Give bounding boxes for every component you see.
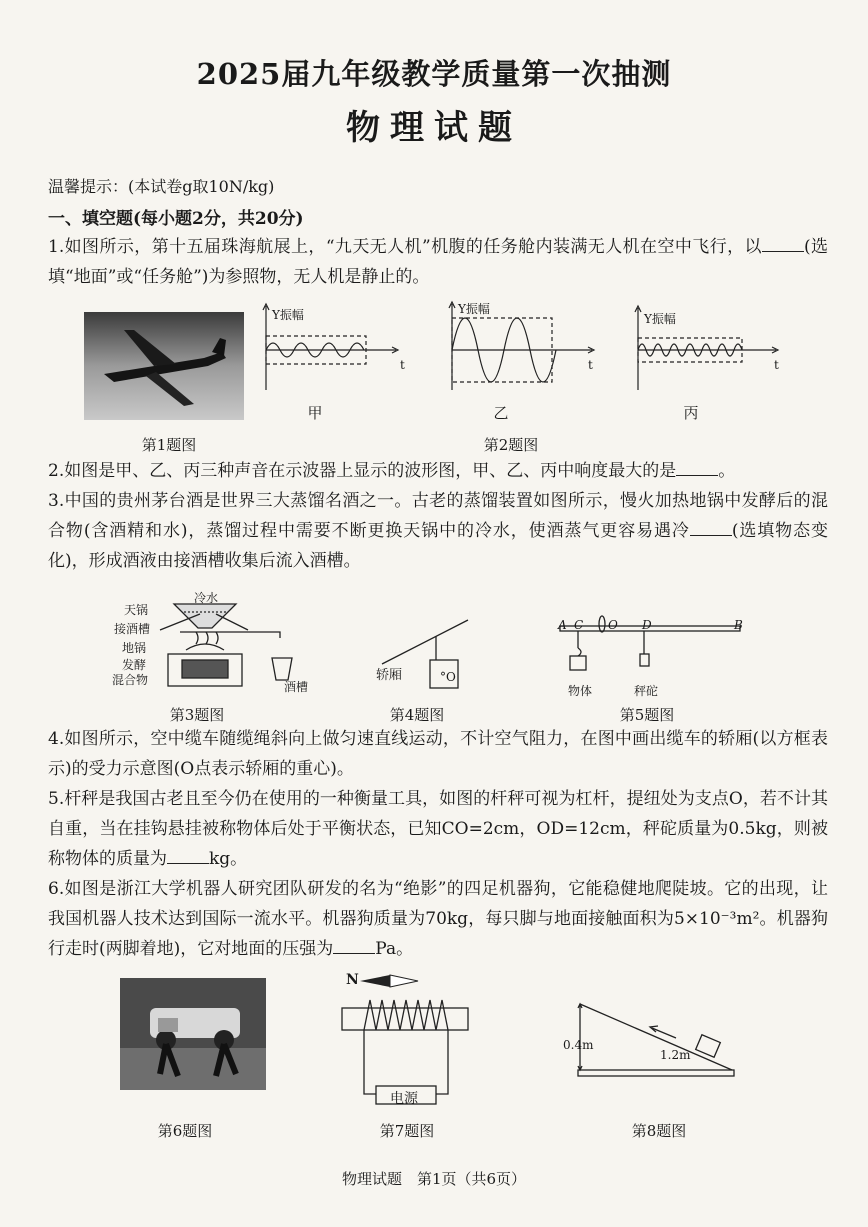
lever-weight-label: 秤砣 bbox=[634, 684, 659, 698]
question-6 bbox=[48, 874, 828, 964]
section-heading: 一、填空题(每小题2分，共20分) bbox=[48, 209, 304, 229]
wave-bing-label: 丙 bbox=[683, 404, 699, 422]
warm-tip: 温馨提示：(本试卷g取10N/kg) bbox=[48, 177, 275, 196]
question-3-text-b: (选填物态变化)，形成酒液由接酒槽收集后流入酒槽。 bbox=[48, 521, 828, 571]
incline-figure bbox=[576, 1000, 736, 1080]
lever-point-b: B bbox=[734, 618, 743, 632]
question-4-text: 4.如图所示，空中缆车随缆绳斜向上做匀速直线运动，不计空气阻力，在图中画出缆车的轿厢(以方框表示)的受力示意图(O点表示轿厢的重心)。 bbox=[48, 729, 828, 779]
compass-needle-icon bbox=[360, 974, 420, 988]
question-6-text-b: Pa。 bbox=[375, 939, 414, 959]
wave-bing-axis-y: Y振幅 bbox=[644, 312, 676, 326]
still-label-cold-water: 冷水 bbox=[194, 591, 219, 605]
waveform-figure bbox=[256, 296, 786, 406]
question-5 bbox=[48, 784, 828, 874]
figure-2-caption: 第2题图 bbox=[483, 436, 539, 454]
question-1 bbox=[48, 232, 828, 292]
cable-car-label: 轿厢 bbox=[376, 668, 403, 683]
answer-blank-1[interactable] bbox=[762, 233, 804, 252]
power-source-label: 电源 bbox=[390, 1091, 418, 1107]
lever-point-c: C bbox=[574, 618, 584, 632]
question-2 bbox=[48, 456, 828, 486]
wave-jia-axis-t: t bbox=[400, 358, 405, 372]
wave-yi-label: 乙 bbox=[493, 404, 509, 422]
question-6-text-a: 6.如图是浙江大学机器人研究团队研发的名为“绝影”的四足机器狗，它能稳健地爬陡坡。它的出现，让我国机器人技术达到国际一流水平。机器狗质量为70kg，每只脚与地面接触面积为5×10⁻³m²。机器狗行走时(两脚着地)，它对地面的压强为 bbox=[48, 879, 828, 959]
lever-point-d: D bbox=[642, 618, 652, 632]
figure-4-caption: 第4题图 bbox=[389, 706, 445, 724]
wave-jia-label: 甲 bbox=[307, 404, 323, 422]
still-label-mixture: 混合物 bbox=[112, 673, 149, 687]
question-1-text-a: 1.如图所示，第十五届珠海航展上，“九天无人机”机腹的任务舱内装满无人机在空中飞行，以 bbox=[48, 237, 762, 257]
magnet-pole-label: N bbox=[346, 972, 359, 988]
question-5-text-b: kg。 bbox=[209, 849, 248, 869]
figure-5-caption: 第5题图 bbox=[619, 706, 675, 724]
wave-yi-axis-y: Y振幅 bbox=[458, 302, 490, 316]
question-3 bbox=[48, 486, 828, 576]
still-label-ferment: 发酵 bbox=[122, 658, 147, 672]
distillation-figure bbox=[160, 588, 320, 692]
figure-8-caption: 第8题图 bbox=[631, 1122, 687, 1140]
wave-jia-axis-y: Y振幅 bbox=[272, 308, 304, 322]
question-2-text-b: 。 bbox=[718, 461, 736, 481]
page-footer: 物理试题 第1页（共6页） bbox=[341, 1170, 527, 1188]
incline-height-label: 0.4m bbox=[563, 1038, 594, 1052]
subject-title: 物理试题 bbox=[346, 108, 522, 148]
exam-title: 2025届九年级教学质量第一次抽测 bbox=[196, 57, 672, 91]
figure-7-caption: 第7题图 bbox=[379, 1122, 435, 1140]
still-label-wine-tank: 酒槽 bbox=[284, 680, 309, 694]
still-label-collector: 接酒槽 bbox=[114, 622, 151, 636]
incline-length-label: 1.2m bbox=[660, 1048, 691, 1062]
drone-photo bbox=[84, 312, 244, 420]
lever-object-label: 物体 bbox=[568, 684, 593, 698]
robot-dog-photo bbox=[120, 978, 266, 1090]
answer-blank-6[interactable] bbox=[333, 935, 375, 954]
answer-blank-2[interactable] bbox=[676, 457, 718, 476]
answer-blank-3[interactable] bbox=[690, 517, 732, 536]
answer-blank-5[interactable] bbox=[167, 845, 209, 864]
wave-yi-axis-t: t bbox=[588, 358, 593, 372]
still-label-bottom-pot: 地锅 bbox=[122, 641, 147, 655]
question-1-text-b: (选填“地面”或“任务舱”)为参照物，无人机是静止的。 bbox=[48, 237, 828, 287]
question-2-text-a: 2.如图是甲、乙、丙三种声音在示波器上显示的波形图，甲、乙、丙中响度最大的是 bbox=[48, 461, 677, 481]
question-3-text-a: 3.中国的贵州茅台酒是世界三大蒸馏名酒之一。古老的蒸馏装置如图所示，慢火加热地锅中发酵后的混合物(含酒精和水)，蒸馏过程中需要不断更换天锅中的冷水，使酒蒸气更容易遇冷 bbox=[48, 491, 828, 541]
lever-point-o: O bbox=[608, 618, 618, 632]
question-4 bbox=[48, 724, 828, 784]
wave-bing-axis-t: t bbox=[774, 358, 779, 372]
figure-1-caption: 第1题图 bbox=[141, 436, 197, 454]
figure-3-caption: 第3题图 bbox=[169, 706, 225, 724]
lever-point-a: A bbox=[558, 618, 567, 632]
question-5-text-a: 5.杆秤是我国古老且至今仍在使用的一种衡量工具，如图的杆秤可视为杠杆，提纽处为支点O，若不计其自重，当在挂钩悬挂被称物体后处于平衡状态，已知CO=2cm，OD=12cm，秤砣质量为0.5kg，则被称物体的质量为 bbox=[48, 789, 828, 869]
figure-6-caption: 第6题图 bbox=[157, 1122, 213, 1140]
still-label-top-pot: 天锅 bbox=[124, 603, 149, 617]
cable-car-center: °O bbox=[440, 670, 456, 684]
